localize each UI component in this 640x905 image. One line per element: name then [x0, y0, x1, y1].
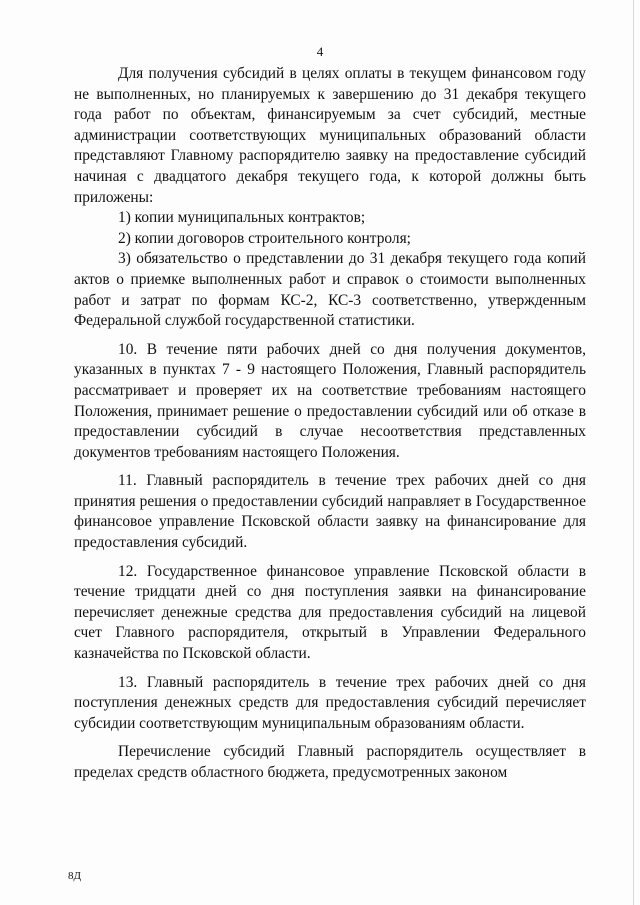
- list-item-obligation: 3) обязательство о представлении до 31 декабря текущего года копий актов о приемке выполненных работ и справок о стоимости выполненных работ и затрат по формам КС-2, КС-3 соответственно, утвержденным Федеральной службой государственной статистики.: [74, 250, 586, 330]
- paragraph-clause-11: 11. Главный распорядитель в течение трех рабочих дней со дня принятия решения о предоставлении субсидий направляет в Государственное финансовое управление Псковской области заявку на финансирование для предоставления субсидий.: [74, 472, 586, 552]
- paragraph-subsidy-request: Для получения субсидий в целях оплаты в текущем финансовом году не выполненных, но планируемых к завершению до 31 декабря текущего года работ по объектам, финансируемым за счет субсидий, местные администрации соответствующих муниципальных образований области представляют Главному распорядителю заявку на предоставление субсидий начиная с двадцатого декабря текущего года, к которой должны быть приложены:: [74, 65, 586, 206]
- document-body: [74, 64, 586, 784]
- list-item-contracts: 1) копии муниципальных контрактов;: [118, 209, 366, 227]
- list-item-construction-control: 2) копии договоров строительного контроля;: [118, 229, 411, 247]
- footer-code: 8Д: [68, 870, 82, 882]
- paragraph-clause-13: 13. Главный распорядитель в течение трех рабочих дней со дня поступления денежных средств для предоставления субсидий перечисляет субсидии соответствующим муниципальным образованиям области.: [74, 673, 586, 732]
- paragraph-clause-10: 10. В течение пяти рабочих дней со дня получения документов, указанных в пунктах 7 - 9 настоящего Положения, Главный распорядитель рассматривает и проверяет их на соответствие требованиям настоящего Положения, принимает решение о предоставлении субсидий или об отказе в предоставлении субсидий в случае несоответствия представленных документов требованиям настоящего Положения.: [74, 340, 586, 461]
- paragraph-transfer: Перечисление субсидий Главный распорядитель осуществляет в пределах средств областного бюджета, предусмотренных законом: [74, 743, 586, 781]
- page-number: 4: [316, 44, 324, 59]
- paragraph-clause-12: 12. Государственное финансовое управление Псковской области в течение тридцати дней со дня поступления заявки на финансирование перечисляет денежные средства для предоставления субсидий на лицевой счет Главного распорядителя, открытый в Управлении Федерального казначейства по Псковской области.: [74, 562, 586, 663]
- page-edge-line: [633, 0, 634, 905]
